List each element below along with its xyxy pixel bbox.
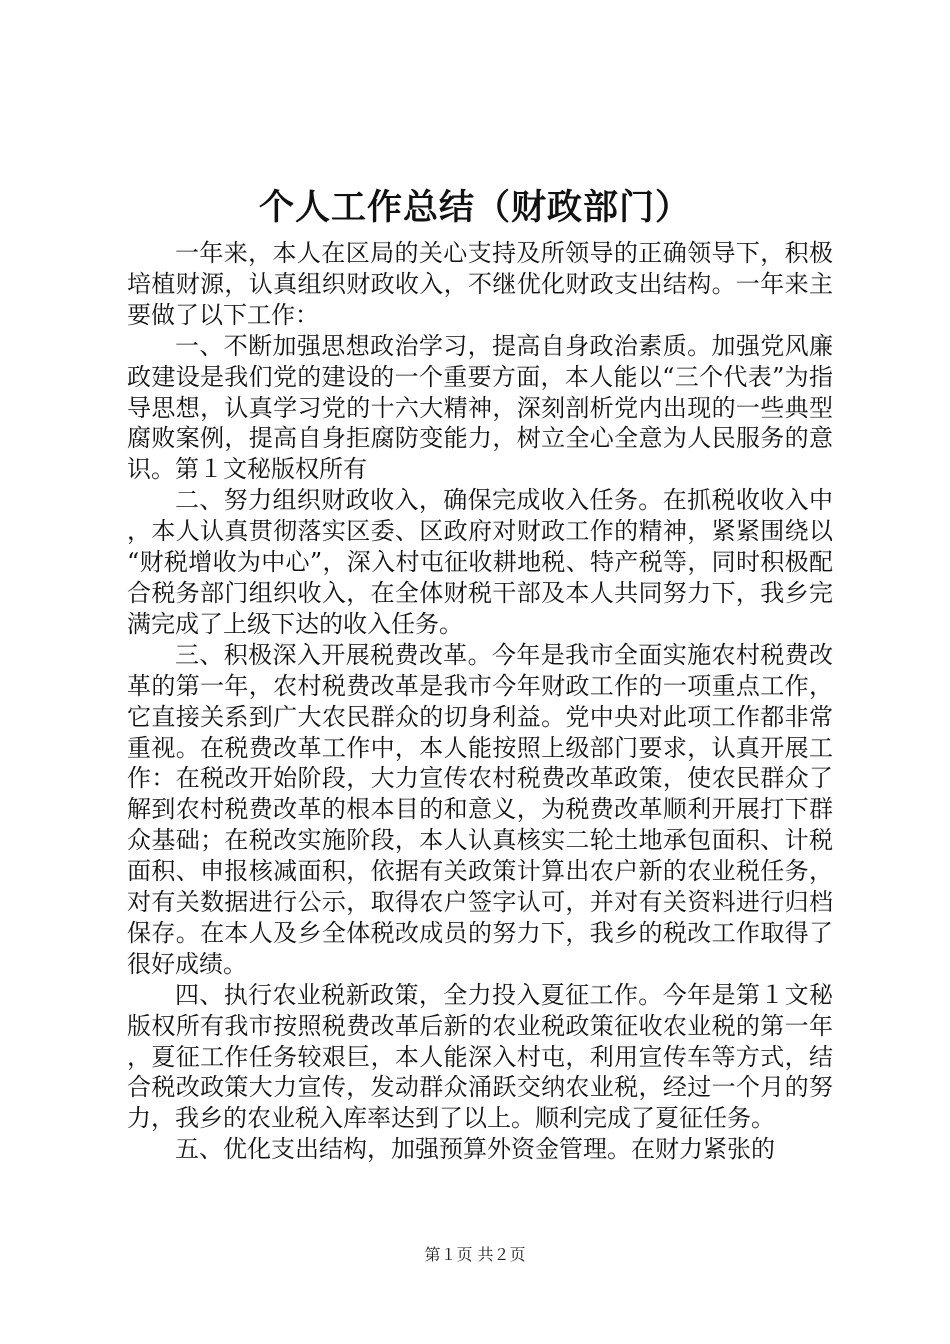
paragraph-section-2: 二、努力组织财政收入，确保完成收入任务。在抓税收收入中，本人认真贯彻落实区委、区政府对财政工作的精神，紧紧围绕以“财税增收为中心”，深入村屯征收耕地税、特产税等，同时积极配合税务部门组织收入，在全体财税干部及本人共同努力下，我乡完满完成了上级下达的收入任务。	[127, 486, 833, 638]
paragraph-section-1: 一、不断加强思想政治学习，提高自身政治素质。加强党风廉政建设是我们党的建设的一个重要方面，本人能以“三个代表”为指导思想，认真学习党的十六大精神，深刻剖析党内出现的一些典型腐败案例，提高自身拒腐防变能力，树立全心全意为人民服务的意识。第１文秘版权所有	[127, 331, 833, 484]
paragraph-section-4: 四、执行农业税新政策，全力投入夏征工作。今年是第１文秘版权所有我市按照税费改革后新的农业税政策征收农业税的第一年，夏征工作任务较艰巨，本人能深入村屯，利用宣传车等方式，结合税改政策大力宣传，发动群众涌跃交纳农业税，经过一个月的努力，我乡的农业税入库率达到了以上。顺利完成了夏征任务。	[127, 980, 833, 1133]
document-body	[127, 238, 833, 1165]
paragraph-section-3: 三、积极深入开展税费改革。今年是我市全面实施农村税费改革的第一年，农村税费改革是我市今年财政工作的一项重点工作，它直接关系到广大农民群众的切身利益。党中央对此项工作都非常重视。在税费改革工作中，本人能按照上级部门要求，认真开展工作：在税改开始阶段，大力宣传农村税费改革政策，使农民群众了解到农村税费改革的根本目的和意义，为税费改革顺利开展打下群众基础；在税改实施阶段，本人认真核实二轮土地承包面积、计税面积、申报核减面积，依据有关政策计算出农户新的农业税任务，对有关数据进行公示，取得农户签字认可，并对有关资料进行归档保存。在本人及乡全体税改成员的努力下，我乡的税改工作取得了很好成绩。	[127, 640, 833, 978]
page-number-footer: 第１页 共２页	[424, 1245, 526, 1264]
paragraph-intro: 一年来，本人在区局的关心支持及所领导的正确领导下，积极培植财源，认真组织财政收入，不继优化财政支出结构。一年来主要做了以下工作：	[127, 239, 833, 329]
paragraph-section-5: 五、优化支出结构，加强预算外资金管理。在财力紧张的	[175, 1135, 775, 1164]
document-title: 个人工作总结（财政部门）	[258, 187, 691, 228]
